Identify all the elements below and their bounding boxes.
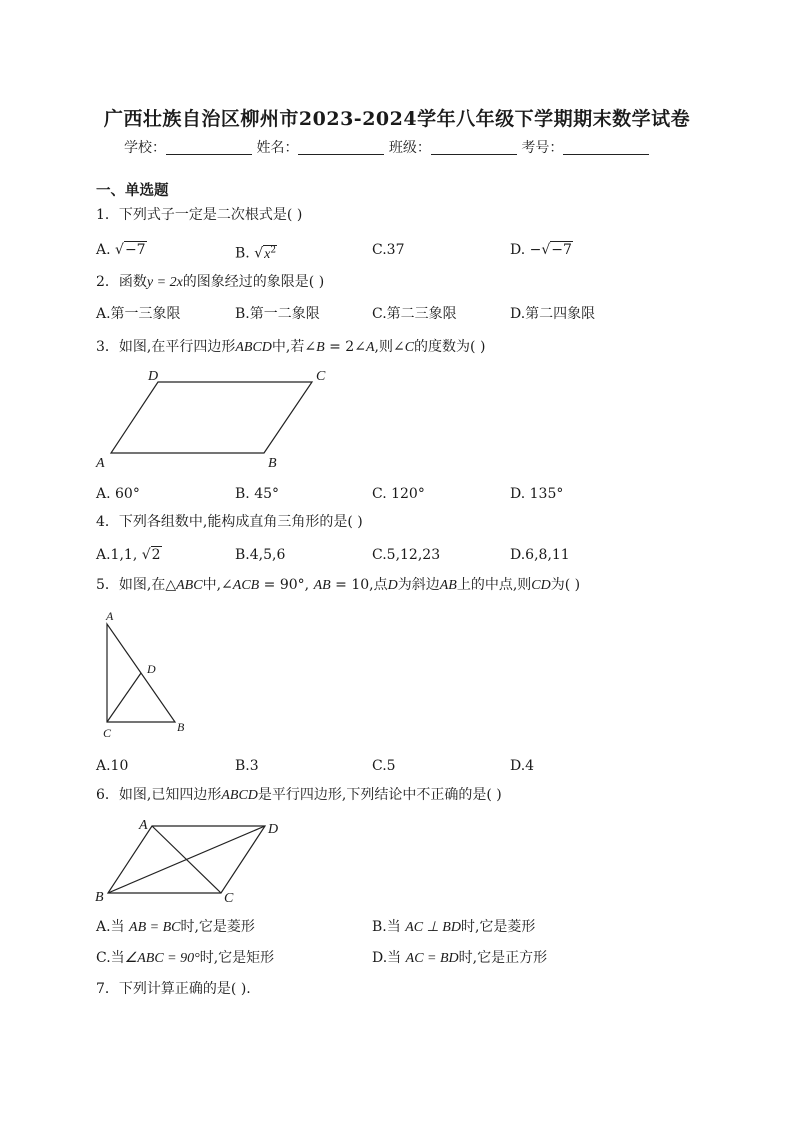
q6-c-math: ∠ABC = 90°	[124, 951, 200, 966]
q6-stem-post: 是平行四边形,下列结论中不正确的是( )	[257, 787, 502, 803]
q6-option-b[interactable]	[372, 918, 535, 937]
q1-d-radicand: −7	[551, 242, 572, 258]
q5-mid4: 为斜边	[397, 577, 440, 593]
name-label: 姓名：	[256, 140, 299, 156]
q6-option-c[interactable]	[96, 949, 274, 968]
q1-stem: 1．下列式子一定是二次根式是( )	[96, 207, 303, 223]
q3-a: A	[365, 340, 375, 355]
q5-label-d: D	[147, 662, 156, 676]
q4-option-b[interactable]: B.4,5,6	[235, 547, 286, 563]
q4-option-c[interactable]: C.5,12,23	[372, 547, 441, 563]
q6-d-math: AC = BD	[405, 951, 459, 966]
q6-c-pre: C.当	[96, 950, 125, 966]
q5-label-a: A	[106, 609, 114, 623]
q5-mid5: 上的中点,则	[456, 577, 532, 593]
q1-option-b[interactable]: B. $√x^2$	[235, 245, 277, 262]
q6-a-pre: A.当	[96, 919, 130, 935]
q3-option-d[interactable]: D. 135°	[510, 486, 564, 502]
q5-option-b[interactable]: B.3	[235, 758, 259, 774]
q3-mid2: ,则∠	[374, 339, 405, 355]
q6-option-a[interactable]	[96, 918, 255, 937]
q3-stem-post: 的度数为( )	[414, 339, 486, 355]
q6-d-pre: D.当	[372, 950, 406, 966]
q5-label-c: C	[103, 726, 112, 740]
q6-c-post: 时,它是矩形	[199, 950, 275, 966]
q2-stem-post: 的图象经过的象限是( )	[182, 274, 325, 290]
q1-option-a[interactable]: A. √−7	[96, 242, 146, 258]
q5-label-b: B	[177, 720, 185, 734]
number-label: 考号：	[521, 140, 564, 156]
q6-label-b: B	[95, 890, 104, 905]
exam-title: 广西壮族自治区柳州市2023-2024学年八年级下学期期末数学试卷	[103, 108, 691, 130]
q4-stem: 4．下列各组数中,能构成直角三角形的是( )	[96, 514, 363, 530]
q3-label-b: B	[268, 456, 277, 471]
q5-d: D	[387, 578, 398, 593]
q4-option-a[interactable]: A.1,1, √2	[96, 547, 161, 563]
q1-a-radicand: −7	[124, 242, 146, 258]
q2-stem-pre: 2．函数	[96, 274, 147, 290]
q6-diagonal-bd	[108, 826, 265, 893]
q3-c: C	[404, 340, 415, 355]
q4-a-prefix: A.1,1,	[96, 547, 142, 563]
q6-label-d: D	[268, 822, 279, 837]
q2-option-d[interactable]: D.第二四象限	[510, 306, 596, 322]
class-label: 班级：	[388, 140, 431, 156]
q5-abc: ABC	[176, 578, 203, 593]
q6-b-math: AC ⊥ BD	[405, 920, 461, 935]
q5-option-a[interactable]: A.10	[96, 758, 129, 774]
q1-a-prefix: A.	[96, 242, 116, 258]
section-heading: 一、单选题	[96, 182, 169, 199]
q2-formula: y = 2x	[146, 275, 183, 290]
q3-label-c: C	[316, 369, 326, 384]
q3-b: B	[316, 340, 325, 355]
q2-option-a[interactable]: A.第一三象限	[96, 306, 181, 322]
q5-cd: CD	[531, 578, 551, 593]
q3-mid1: 中,若∠	[271, 339, 317, 355]
q1-option-c[interactable]: C.37	[372, 242, 405, 258]
q5-acb: ACB	[232, 578, 260, 593]
q1-b-exponent: 2	[270, 245, 277, 255]
q5-ab2: AB	[439, 578, 457, 593]
q2-option-b[interactable]: B.第一二象限	[235, 306, 320, 322]
school-label: 学校：	[124, 140, 166, 156]
q6-label-a: A	[139, 818, 148, 833]
q3-abcd: ABCD	[235, 340, 272, 355]
q6-d-post: 时,它是正方形	[458, 950, 548, 966]
q5-stem-pre: 5．如图,在△	[96, 577, 177, 593]
q1-b-radicand: x	[264, 246, 271, 262]
q7-stem: 7．下列计算正确的是( ).	[96, 981, 251, 997]
q6-b-post: 时,它是菱形	[460, 919, 536, 935]
q3-option-b[interactable]: B. 45°	[235, 486, 280, 502]
q5-ab: AB	[313, 578, 331, 593]
q5-stem-post: 为( )	[550, 577, 581, 593]
q1-d-prefix: D. −	[510, 242, 542, 258]
q6-option-d[interactable]	[372, 949, 547, 968]
q5-mid1: 中,∠	[202, 577, 233, 593]
q5-option-c[interactable]: C.5	[372, 758, 396, 774]
q4-option-d[interactable]: D.6,8,11	[510, 547, 570, 563]
q6-b-pre: B.当	[372, 919, 406, 935]
q5-option-d[interactable]: D.4	[510, 758, 535, 774]
q4-a-radicand: 2	[151, 547, 161, 563]
q3-label-d: D	[148, 369, 159, 384]
q3-eq: = 2∠	[324, 339, 366, 355]
q6-label-c: C	[224, 891, 234, 906]
q3-stem-pre: 3．如图,在平行四边形	[96, 339, 236, 355]
q5-mid2: = 90°,	[259, 577, 314, 593]
q2-option-c[interactable]: C.第二三象限	[372, 306, 457, 322]
q3-option-a[interactable]: A. 60°	[96, 486, 140, 502]
q3-label-a: A	[96, 456, 105, 471]
q6-abcd: ABCD	[221, 788, 258, 803]
q1-option-d[interactable]: D. −√−7	[510, 242, 572, 258]
q6-a-math: AB = BC	[129, 920, 181, 935]
q5-mid3: = 10,点	[330, 577, 388, 593]
q6-stem-pre: 6．如图,已知四边形	[96, 787, 222, 803]
q3-option-c[interactable]: C. 120°	[372, 486, 425, 502]
q1-b-prefix: B.	[235, 245, 255, 262]
q6-a-post: 时,它是菱形	[180, 919, 255, 935]
